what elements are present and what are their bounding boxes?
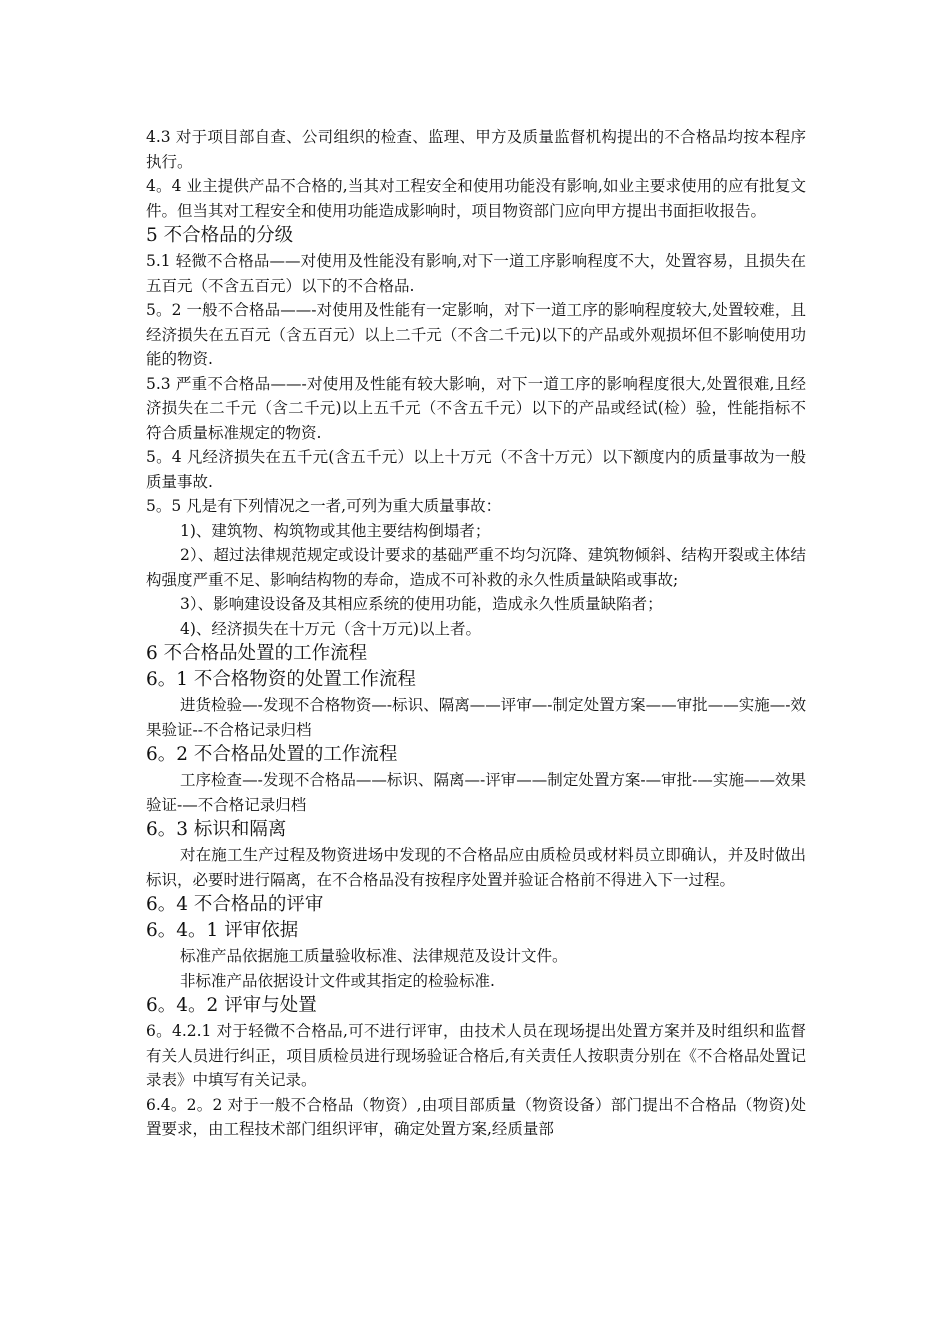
body-paragraph: 6。4.2.1 对于轻微不合格品,可不进行评审，由技术人员在现场提出处置方案并及时组织和监督有关人员进行纠正，项目质检员进行现场验证合格后,有关责任人按职责分别在《不合格品处置记录表》中填写有关记录。	[146, 1022, 806, 1089]
body-paragraph: 6.4。2。2 对于一般不合格品（物资）,由项目部质量（物资设备）部门提出不合格品（物资)处置要求，由工程技术部门组织评审，确定处置方案,经质量部	[146, 1095, 806, 1138]
body-paragraph: 1)、建筑物、构筑物或其他主要结构倒塌者；	[180, 521, 491, 540]
document-page	[146, 125, 806, 1142]
body-paragraph: 工序检查—-发现不合格品——标识、隔离—-评审——制定处置方案-—审批-—实施——效果验证-—不合格记录归档	[146, 771, 806, 814]
section-heading: 6。4。1 评审依据	[146, 920, 299, 941]
body-paragraph: 进货检验—-发现不合格物资—-标识、隔离——评审—-制定处置方案——审批——实施—-效果验证--不合格记录归档	[146, 696, 806, 739]
body-paragraph: 4。4 业主提供产品不合格的,当其对工程安全和使用功能没有影响,如业主要求使用的应有批复文件。但当其对工程安全和使用功能造成影响时，项目物资部门应向甲方提出书面拒收报告。	[146, 177, 806, 220]
body-paragraph: 5。5 凡是有下列情况之一者,可列为重大质量事故：	[146, 497, 502, 515]
body-paragraph: 非标准产品依据设计文件或其指定的检验标准.	[180, 971, 495, 990]
body-paragraph: 2）、超过法律规范规定或设计要求的基础严重不均匀沉降、建筑物倾斜、结构开裂或主体结构强度严重不足、影响结构物的寿命，造成不可补救的永久性质量缺陷或事故;	[146, 546, 806, 589]
section-heading: 6。4。2 评审与处置	[146, 995, 317, 1016]
body-paragraph: 5.1 轻微不合格品——对使用及性能没有影响,对下一道工序影响程度不大，处置容易，且损失在五百元（不含五百元）以下的不合格品.	[146, 252, 806, 295]
section-heading: 6。4 不合格品的评审	[146, 894, 324, 915]
section-heading: 6。1 不合格物资的处置工作流程	[146, 669, 416, 690]
body-paragraph: 标准产品依据施工质量验收标准、法律规范及设计文件。	[180, 947, 568, 965]
body-paragraph: 5.3 严重不合格品——-对使用及性能有较大影响，对下一道工序的影响程度很大,处置很难,且经济损失在二千元（含二千元)以上五千元（不含五千元）以下的产品或经试(检）验，性能指标不符合质量标准规定的物资.	[146, 374, 806, 442]
section-heading: 6。3 标识和隔离	[146, 819, 287, 840]
section-heading: 6 不合格品处置的工作流程	[146, 643, 368, 664]
body-paragraph: 3）、影响建设设备及其相应系统的使用功能，造成永久性质量缺陷者；	[180, 595, 663, 613]
section-heading: 5 不合格品的分级	[146, 225, 294, 246]
body-paragraph: 5。4 凡经济损失在五千元(含五千元）以上十万元（不含十万元）以下额度内的质量事故为一般质量事故.	[146, 448, 806, 491]
body-paragraph: 4)、经济损失在十万元（含十万元)以上者。	[180, 619, 481, 638]
body-paragraph: 4.3 对于项目部自查、公司组织的检查、监理、甲方及质量监督机构提出的不合格品均按本程序执行。	[146, 128, 806, 171]
body-paragraph: 5。2 一般不合格品——-对使用及性能有一定影响，对下一道工序的影响程度较大,处置较难，且经济损失在五百元（含五百元）以上二千元（不含二千元)以下的产品或外观损坏但不影响使用功能的物资.	[146, 301, 806, 368]
body-paragraph: 对在施工生产过程及物资进场中发现的不合格品应由质检员或材料员立即确认，并及时做出标识，必要时进行隔离，在不合格品没有按程序处置并验证合格前不得进入下一过程。	[146, 846, 806, 889]
section-heading: 6。2 不合格品处置的工作流程	[146, 744, 398, 765]
